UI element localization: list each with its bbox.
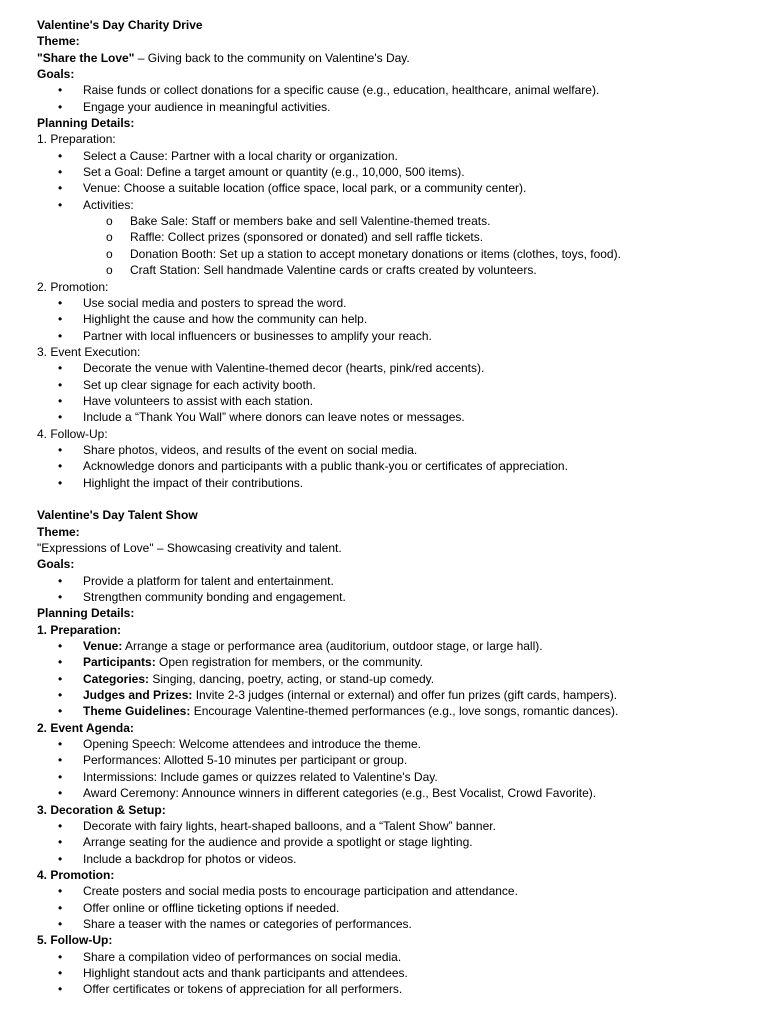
circle-bullet-icon: o — [106, 263, 113, 278]
list-item: • Highlight the cause and how the community can help. — [58, 312, 368, 327]
subsection-heading: 2. Promotion: — [37, 279, 109, 294]
subsection-heading: 5. Follow-Up: — [37, 933, 113, 948]
list-item: • Have volunteers to assist with each station. — [58, 393, 314, 408]
list-item: • Acknowledge donors and participants with a public thank-you or certificates of appreciation. — [58, 459, 568, 474]
theme-label: Theme: — [37, 524, 80, 539]
list-item: • Judges and Prizes: Invite 2-3 judges (internal or external) and offer fun prizes (gift cards, hampers). — [58, 688, 618, 703]
sub-list-item: o Bake Sale: Staff or members bake and sell Valentine-themed treats. — [106, 214, 491, 229]
list-item: • Include a backdrop for photos or videos. — [58, 851, 297, 866]
list-item: • Award Ceremony: Announce winners in different categories (e.g., Best Vocalist, Crowd Favorite). — [58, 786, 597, 801]
goals-label: Goals: — [37, 67, 75, 82]
bullet-icon: • — [58, 165, 63, 180]
theme-line: "Expressions of Love" – Showcasing creativity and talent. — [37, 541, 342, 555]
bullet-icon: • — [58, 442, 63, 457]
list-item: • Decorate the venue with Valentine-themed decor (hearts, pink/red accents). — [58, 361, 485, 376]
subsection-heading: 3. Event Execution: — [37, 344, 141, 359]
list-item: • Theme Guidelines: Encourage Valentine-themed performances (e.g., love songs, romantic dances). — [58, 704, 619, 719]
list-item: • Highlight the impact of their contributions. — [58, 475, 304, 490]
bullet-icon: • — [58, 965, 63, 980]
list-item: • Offer certificates or tokens of appreciation for all performers. — [58, 982, 403, 997]
bullet-icon: • — [58, 459, 63, 474]
bullet-icon: • — [58, 639, 63, 654]
bullet-icon: • — [58, 949, 63, 964]
list-item: • Share a teaser with the names or categories of performances. — [58, 916, 412, 931]
theme-line — [37, 50, 752, 66]
subsection-heading: 1. Preparation: — [37, 622, 122, 637]
subsection-heading: 2. Event Agenda: — [37, 720, 134, 735]
list-item: • Engage your audience in meaningful activities. — [58, 99, 331, 114]
bullet-icon: • — [58, 99, 63, 114]
bullet-icon: • — [58, 295, 63, 310]
list-item: • Decorate with fairy lights, heart-shaped balloons, and a “Talent Show” banner. — [58, 818, 496, 833]
list-item: • Set up clear signage for each activity booth. — [58, 377, 316, 392]
section-spacer — [37, 491, 752, 507]
bullet-icon: • — [58, 818, 63, 833]
bullet-icon: • — [58, 573, 63, 588]
bullet-icon: • — [58, 393, 63, 408]
circle-bullet-icon: o — [106, 230, 113, 245]
bullet-icon: • — [58, 982, 63, 997]
list-item: • Provide a platform for talent and entertainment. — [58, 573, 334, 588]
bullet-icon: • — [58, 704, 63, 719]
sub-list-item: o Raffle: Collect prizes (sponsored or donated) and sell raffle tickets. — [106, 230, 484, 245]
bullet-icon: • — [58, 590, 63, 605]
list-item: • Categories: Singing, dancing, poetry, acting, or stand-up comedy. — [58, 671, 435, 686]
section-title: Valentine's Day Talent Show — [37, 508, 198, 523]
subsection-heading: 4. Promotion: — [37, 867, 115, 882]
list-item: • Venue: Choose a suitable location (office space, local park, or a community center). — [58, 181, 527, 196]
theme-label: Theme: — [37, 34, 80, 49]
bullet-icon: • — [58, 851, 63, 866]
list-item: • Venue: Arrange a stage or performance area (auditorium, outdoor stage, or large hall). — [58, 639, 543, 654]
circle-bullet-icon: o — [106, 214, 113, 229]
bullet-icon: • — [58, 737, 63, 752]
bullet-icon: • — [58, 900, 63, 915]
bullet-icon: • — [58, 835, 63, 850]
list-item: • Use social media and posters to spread the word. — [58, 295, 347, 310]
bullet-icon: • — [58, 181, 63, 196]
bullet-icon: • — [58, 688, 63, 703]
bullet-icon: • — [58, 312, 63, 327]
document-body — [37, 17, 752, 998]
list-item: • Share a compilation video of performances on social media. — [58, 949, 402, 964]
list-item: • Offer online or offline ticketing options if needed. — [58, 900, 340, 915]
bullet-icon: • — [58, 655, 63, 670]
theme-name: "Share the Love" — [37, 50, 135, 65]
list-item: • Partner with local influencers or businesses to amplify your reach. — [58, 328, 432, 343]
list-item: • Arrange seating for the audience and provide a spotlight or stage lighting. — [58, 835, 473, 850]
list-item: • Create posters and social media posts to encourage participation and attendance. — [58, 884, 518, 899]
subsection-heading: 1. Preparation: — [37, 132, 116, 147]
sub-list-item: o Donation Booth: Set up a station to accept monetary donations or items (clothes, toys, food). — [106, 246, 621, 261]
bullet-icon: • — [58, 884, 63, 899]
list-item: • Include a “Thank You Wall” where donors can leave notes or messages. — [58, 410, 465, 425]
bullet-icon: • — [58, 475, 63, 490]
theme-description: – Giving back to the community on Valentine's Day. — [134, 50, 410, 65]
bullet-icon: • — [58, 786, 63, 801]
bullet-icon: • — [58, 753, 63, 768]
bullet-icon: • — [58, 148, 63, 163]
sub-list-item: o Craft Station: Sell handmade Valentine cards or crafts created by volunteers. — [106, 263, 537, 278]
bullet-icon: • — [58, 671, 63, 686]
list-item: • Performances: Allotted 5-10 minutes per participant or group. — [58, 753, 408, 768]
subsection-heading: 4. Follow-Up: — [37, 426, 108, 441]
list-item: • Share photos, videos, and results of the event on social media. — [58, 442, 418, 457]
bullet-icon: • — [58, 916, 63, 931]
list-item: • Activities: — [58, 197, 134, 212]
bullet-icon: • — [58, 328, 63, 343]
bullet-icon: • — [58, 377, 63, 392]
list-item: • Opening Speech: Welcome attendees and introduce the theme. — [58, 737, 421, 752]
planning-label: Planning Details: — [37, 116, 135, 131]
list-item: • Strengthen community bonding and engagement. — [58, 590, 346, 605]
list-item: • Highlight standout acts and thank participants and attendees. — [58, 965, 408, 980]
planning-label: Planning Details: — [37, 606, 135, 621]
goals-label: Goals: — [37, 557, 75, 572]
section-title: Valentine's Day Charity Drive — [37, 18, 203, 32]
list-item: • Select a Cause: Partner with a local charity or organization. — [58, 148, 398, 163]
bullet-icon: • — [58, 197, 63, 212]
subsection-heading: 3. Decoration & Setup: — [37, 802, 166, 817]
circle-bullet-icon: o — [106, 246, 113, 261]
bullet-icon: • — [58, 361, 63, 376]
bullet-icon: • — [58, 410, 63, 425]
list-item: • Participants: Open registration for members, or the community. — [58, 655, 423, 670]
bullet-icon: • — [58, 769, 63, 784]
list-item: • Raise funds or collect donations for a specific cause (e.g., education, healthcare, animal welfare). — [58, 83, 600, 98]
bullet-icon: • — [58, 83, 63, 98]
list-item: • Set a Goal: Define a target amount or quantity (e.g., 10,000, 500 items). — [58, 165, 465, 180]
list-item: • Intermissions: Include games or quizzes related to Valentine's Day. — [58, 769, 438, 784]
